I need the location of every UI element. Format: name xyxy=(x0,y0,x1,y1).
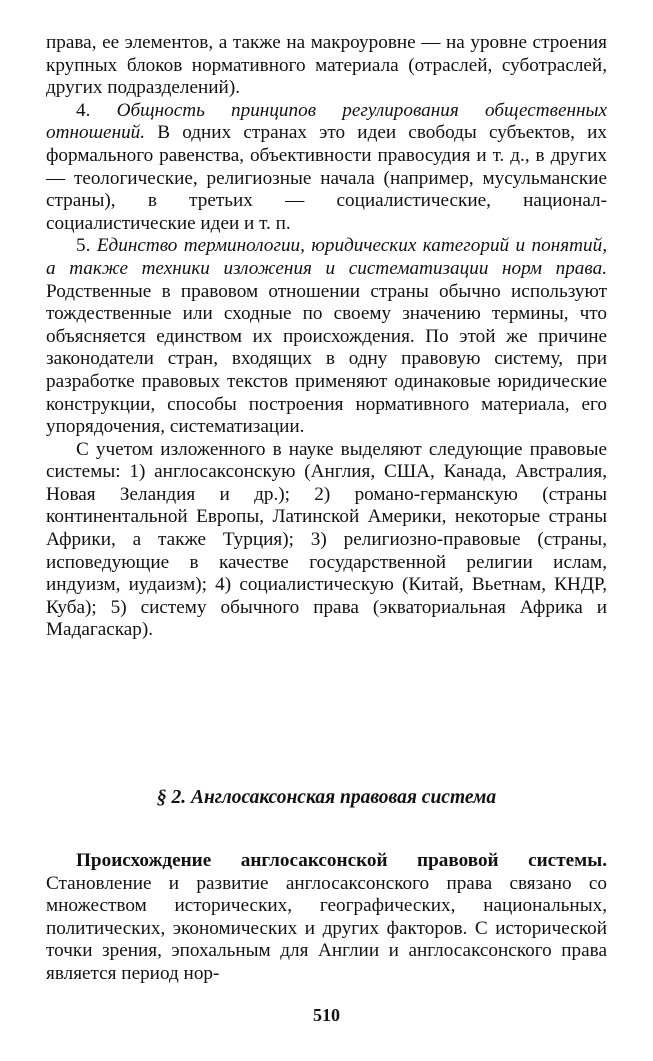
paragraph-4 xyxy=(46,100,607,236)
paragraph-4-text: В одних странах это идеи свободы субъектов, их формального равенства, объективности правосудия и т. д., в других — теологические, религиозные начала (например, мусульманские страны), в третьих — социалистические, национал-социалистические идеи и т. п. xyxy=(46,122,607,234)
origin-heading: Происхождение англосаксонской правовой системы. xyxy=(76,850,607,871)
section-title: § 2. Англосаксонская правовая система xyxy=(156,787,497,808)
page-number: 510 xyxy=(313,1005,340,1025)
paragraph-5 xyxy=(46,235,607,438)
paragraph-4-emphasis: Общность принципов регулирования общественных отношений. xyxy=(46,99,608,144)
legal-systems-paragraph: С учетом изложенного в науке выделяют следующие правовые системы: 1) англосаксонскую (Англия, США, Канада, Австралия, Новая Зеландия и др.); 2) романо-германскую (страны континентальной Европы, Латинской Америки, некоторые страны Африки, а также Турция); 3) религиозно-правовые (страны, исповедующие в качестве государственной религии ислам, индуизм, иудаизм); 4) социалистическую (Китай, Вьетнам, КНДР, Куба); 5) систему обычного права (экваториальная Африка и Мадагаскар). xyxy=(46,438,607,641)
paragraph-5-emphasis: Единство терминологии, юридических категорий и понятий, а также техники изложения и систематизации норм права. xyxy=(46,235,608,279)
paragraph-5-number: 5. xyxy=(76,235,97,257)
paragraph-4-number: 4. xyxy=(76,99,117,121)
origin-text: Становление и развитие англосаксонского права связано со множеством исторических, географических, национальных, политических, экономических и других факторов. С исторической точки зрения, эпохальным для Англии и англосаксонского права является период нор- xyxy=(46,872,607,984)
origin-section xyxy=(46,850,607,986)
page-content xyxy=(46,32,608,1025)
origin-paragraph xyxy=(46,850,607,986)
continuation-paragraph: права, ее элементов, а также на макроуровне — на уровне строения крупных блоков нормативного материала (отраслей, суботраслей, других подразделений). xyxy=(46,32,607,99)
paragraph-5-text: Родственные в правовом отношении страны обычно используют тождественные или сходные по своему значению термины, что объясняется единством их происхождения. По этой же причине законодатели стран, входящих в одну правовую систему, при разработке правовых текстов применяют одинаковые юридические конструкции, способы построения нормативного материала, его упорядочения, систематизации. xyxy=(46,280,607,438)
